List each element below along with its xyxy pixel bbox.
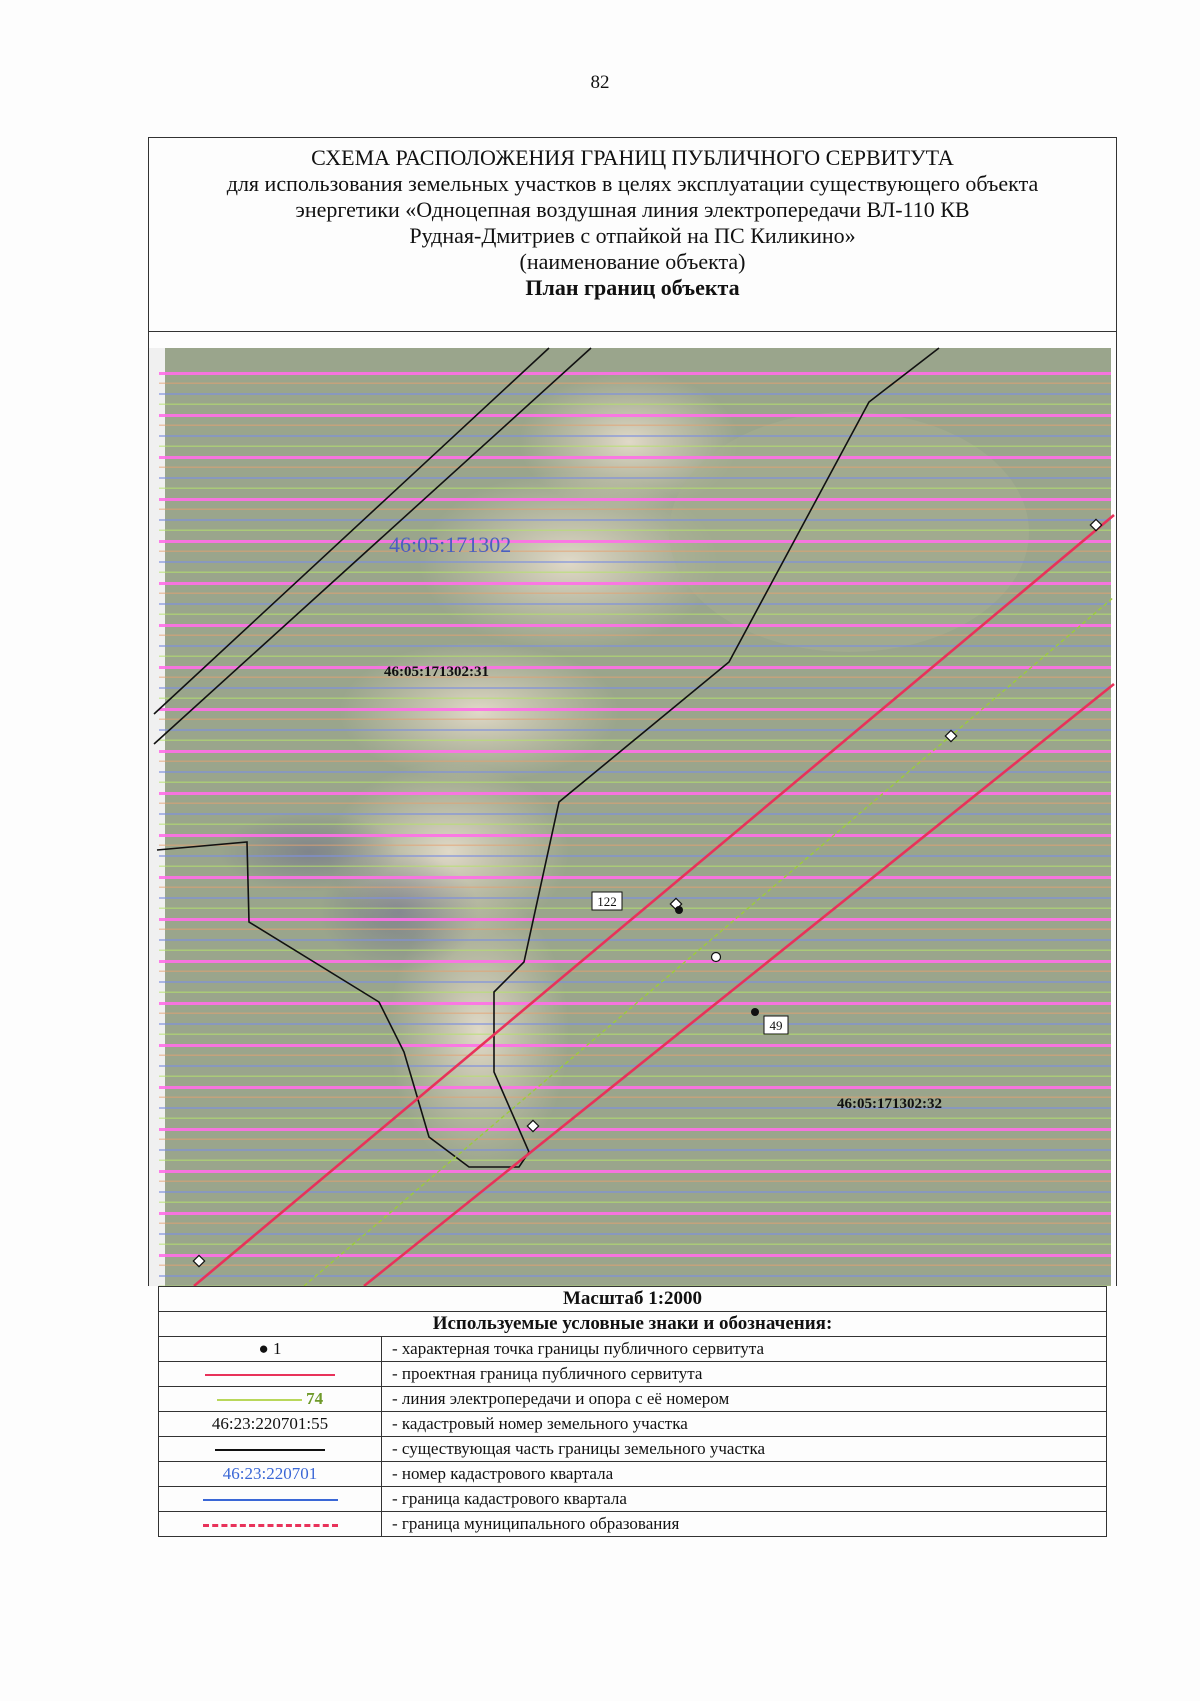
scan-stripe: [159, 1265, 1111, 1267]
scan-stripe: [159, 719, 1111, 721]
scan-stripe: [159, 782, 1111, 784]
scan-stripe: [159, 1160, 1111, 1162]
scan-stripe: [159, 446, 1111, 448]
scan-stripe: [159, 1149, 1111, 1151]
green-line-symbol: [217, 1399, 302, 1401]
scan-stripe: [159, 645, 1111, 647]
scan-stripe: [159, 887, 1111, 889]
scan-stripe: [159, 603, 1111, 605]
point-label-122: 122: [597, 894, 617, 909]
legend-row: [159, 1437, 1107, 1462]
scan-stripe: [159, 960, 1111, 963]
scan-stripe: [159, 498, 1111, 501]
point-symbol: ●: [258, 1339, 269, 1358]
scan-stripe: [159, 656, 1111, 658]
scan-stripe: [159, 908, 1111, 910]
scan-stripe: [159, 614, 1111, 616]
scan-stripe: [159, 981, 1111, 983]
scan-stripe: [159, 477, 1111, 479]
legend-symbol-dashdot-line: [159, 1512, 382, 1537]
legend-row: [159, 1387, 1107, 1412]
power-pole-point: [712, 953, 721, 962]
title-line-3: энергетики «Одноцепная воздушная линия электропередачи ВЛ-110 КВ: [295, 197, 970, 222]
black-line-symbol: [215, 1449, 325, 1451]
scan-stripe: [159, 1254, 1111, 1257]
scan-stripe: [159, 1065, 1111, 1067]
legend-text: - граница муниципального образования: [382, 1512, 1107, 1537]
scan-stripe: [159, 1223, 1111, 1225]
scan-stripe: [159, 1139, 1111, 1141]
legend-row: [159, 1412, 1107, 1437]
scan-stripe: [159, 813, 1111, 815]
map-canvas: [149, 332, 1117, 1286]
scan-stripe: [159, 855, 1111, 857]
scan-stripe: [159, 761, 1111, 763]
scan-stripe: [159, 792, 1111, 795]
legend-symbol-blue-line: [159, 1487, 382, 1512]
scan-stripe: [159, 677, 1111, 679]
title-line-5: (наименование объекта): [519, 249, 746, 274]
scan-stripe: [159, 383, 1111, 385]
scan-stripe: [159, 750, 1111, 753]
scan-stripe: [159, 572, 1111, 574]
legend-text: - проектная граница публичного сервитута: [382, 1362, 1107, 1387]
scan-stripe: [159, 992, 1111, 994]
blue-line-symbol: [203, 1499, 338, 1501]
title-line-4: Рудная-Дмитриев с отпайкой на ПС Киликино»: [409, 223, 856, 248]
legend-symbol-parcel-number: 46:23:220701:55: [159, 1412, 382, 1437]
legend-row: [159, 1337, 1107, 1362]
point-symbol-label: 1: [273, 1339, 282, 1358]
scan-stripe: [159, 509, 1111, 511]
title-line-2: для использования земельных участков в целях эксплуатации существующего объекта: [226, 171, 1039, 196]
scan-stripe: [159, 488, 1111, 490]
parcel-label-32: 46:05:171302:32: [837, 1096, 942, 1112]
scan-stripe: [159, 1128, 1111, 1131]
scan-stripe: [159, 1275, 1111, 1277]
scan-stripe: [159, 1170, 1111, 1173]
scan-stripe: [159, 687, 1111, 689]
scan-stripe: [159, 540, 1111, 543]
scan-stripe: [159, 1034, 1111, 1036]
scan-stripe: [159, 456, 1111, 459]
scan-stripe: [159, 530, 1111, 532]
page-number: 82: [590, 72, 610, 93]
scan-stripe: [159, 845, 1111, 847]
scan-stripe: [159, 1044, 1111, 1047]
scan-stripe: [159, 372, 1111, 375]
scan-stripe: [159, 1191, 1111, 1193]
legend-text: - номер кадастрового квартала: [382, 1462, 1107, 1487]
legend-row: [159, 1462, 1107, 1487]
legend-text: - кадастровый номер земельного участка: [382, 1412, 1107, 1437]
scan-stripe: [159, 1023, 1111, 1025]
scan-stripe: [159, 593, 1111, 595]
scan-stripe: [159, 467, 1111, 469]
parcel-label-31: 46:05:171302:31: [384, 664, 489, 680]
scan-stripe: [159, 561, 1111, 563]
scan-stripe: [159, 582, 1111, 585]
scan-stripe: [159, 1107, 1111, 1109]
scan-stripe: [159, 803, 1111, 805]
scan-stripe: [159, 1097, 1111, 1099]
scan-stripe: [159, 876, 1111, 879]
legend-text: - линия электропередачи и опора с её номером: [382, 1387, 1107, 1412]
pole-number-symbol: 74: [306, 1389, 324, 1408]
map-scale: Масштаб 1:2000: [159, 1287, 1107, 1312]
legend-row: [159, 1362, 1107, 1387]
legend-symbol-quarter-number: 46:23:220701: [159, 1462, 382, 1487]
scan-stripe: [159, 1202, 1111, 1204]
scan-stripe: [159, 1212, 1111, 1215]
scan-stripe: [159, 939, 1111, 941]
scan-stripe: [159, 1076, 1111, 1078]
scan-stripe: [159, 771, 1111, 773]
boundary-point: [675, 906, 683, 914]
scan-stripe: [159, 708, 1111, 711]
title-box: [148, 137, 1117, 332]
legend-text: - граница кадастрового квартала: [382, 1487, 1107, 1512]
scan-stripe: [159, 404, 1111, 406]
scan-stripe: [159, 834, 1111, 837]
boundary-point: [751, 1008, 759, 1016]
legend-heading: Используемые условные знаки и обозначения:: [159, 1312, 1107, 1337]
red-line-symbol: [205, 1374, 335, 1376]
scan-stripe: [159, 1181, 1111, 1183]
scan-stripe: [159, 1013, 1111, 1015]
legend-symbol-point: [159, 1337, 382, 1362]
scan-stripe: [159, 624, 1111, 627]
legend-text: - существующая часть границы земельного участка: [382, 1437, 1107, 1462]
scan-stripe: [159, 519, 1111, 521]
scan-stripe: [159, 1244, 1111, 1246]
legend-row: [159, 1512, 1107, 1537]
scan-stripe: [159, 551, 1111, 553]
point-label-49: 49: [769, 1018, 783, 1033]
map-panel: [148, 332, 1117, 1286]
scan-stripe: [159, 393, 1111, 395]
scan-stripe: [159, 1086, 1111, 1089]
scan-stripe: [159, 866, 1111, 868]
legend-symbol-black-line: [159, 1437, 382, 1462]
scan-stripe: [159, 1233, 1111, 1235]
scan-stripe: [159, 1055, 1111, 1057]
legend-table: [158, 1286, 1107, 1537]
scan-stripe: [159, 698, 1111, 700]
scan-stripe: [159, 971, 1111, 973]
scan-stripe: [159, 918, 1111, 921]
title-line-1: СХЕМА РАСПОЛОЖЕНИЯ ГРАНИЦ ПУБЛИЧНОГО СЕРВИТУТА: [311, 145, 954, 170]
scan-stripe: [159, 1118, 1111, 1120]
cadastral-quarter-label: 46:05:171302: [389, 532, 512, 557]
scan-stripe: [159, 435, 1111, 437]
legend-symbol-power-line: [159, 1387, 382, 1412]
scan-stripe: [159, 414, 1111, 417]
legend-row: [159, 1487, 1107, 1512]
title-line-6: План границ объекта: [525, 275, 740, 300]
scan-stripe: [159, 950, 1111, 952]
scan-stripe: [159, 929, 1111, 931]
legend-symbol-red-line: [159, 1362, 382, 1387]
scan-stripe: [159, 824, 1111, 826]
scan-stripe: [159, 425, 1111, 427]
scan-stripe: [159, 729, 1111, 731]
scan-stripe: [159, 897, 1111, 899]
legend-text: - характерная точка границы публичного сервитута: [382, 1337, 1107, 1362]
dashdot-line-symbol: [203, 1524, 338, 1527]
scan-stripe: [159, 666, 1111, 669]
